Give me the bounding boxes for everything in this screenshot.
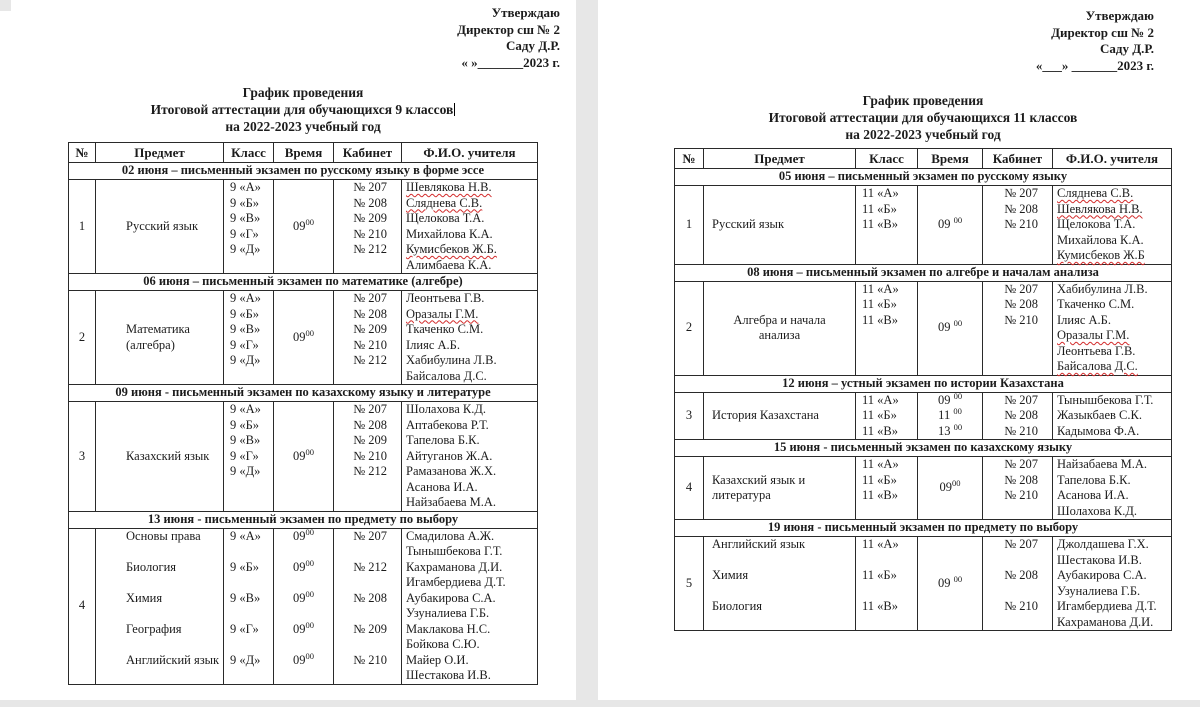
doc-title-line	[68, 101, 538, 118]
page-corner-notch	[0, 0, 11, 11]
class-line: 11 «А»	[862, 392, 899, 407]
table-row	[675, 281, 1172, 375]
cell-rooms	[334, 402, 402, 512]
table-row	[69, 180, 538, 274]
cell-subject	[704, 537, 856, 631]
subject-line: География	[126, 621, 182, 636]
schedule-table-grade-11	[674, 148, 1172, 631]
cell-subject	[96, 402, 224, 512]
teacher-name: Шевлякова Н.В.	[1057, 201, 1143, 216]
doc-title	[674, 92, 1172, 143]
doc-title-line: График проведения	[862, 93, 984, 108]
room-line: № 210	[353, 652, 387, 667]
class-line: 9 «Г»	[230, 337, 259, 352]
class-line: 11 «А»	[862, 186, 899, 200]
subject-line: Алгебра и начала	[733, 312, 826, 327]
class-line: 11 «Б»	[862, 472, 897, 487]
subject-line: Русский язык	[126, 218, 199, 233]
approval-line: « »_______2023 г.	[461, 54, 560, 70]
teacher-name: Кадымова Ф.А.	[1057, 423, 1140, 438]
room-line: № 210	[1004, 423, 1038, 438]
cell-classes	[224, 180, 274, 274]
teacher-name: Жазыкбаев С.К.	[1057, 408, 1142, 422]
room-line: № 208	[1004, 297, 1038, 311]
header-class: Класс	[224, 143, 274, 163]
table-header-row	[675, 149, 1172, 169]
teacher-name: Майер О.И.	[406, 652, 469, 667]
cell-time	[918, 457, 983, 520]
header-subject: Предмет	[96, 143, 224, 163]
cell-rooms	[983, 392, 1053, 440]
teacher-name: Байсалова Д.С.	[406, 368, 487, 383]
cell-num: 1	[69, 180, 96, 274]
header-time: Время	[918, 149, 983, 169]
time-value: 11 $^{00}$	[938, 405, 962, 422]
room-line: № 207	[353, 291, 387, 305]
section-title: 02 июня – письменный экзамен по русскому языку в форме эссе	[69, 163, 538, 180]
approval-line: Саду Д.Р.	[1100, 41, 1154, 56]
cell-classes	[856, 457, 918, 520]
class-line: 11 «В»	[862, 599, 898, 613]
subject-line: Химия	[712, 568, 749, 582]
teacher-name: Михайлова К.А.	[406, 226, 493, 241]
header-teacher: Ф.И.О. учителя	[402, 143, 538, 163]
teacher-name: Асанова И.А.	[1057, 488, 1129, 502]
cell-num: 2	[69, 291, 96, 385]
room-line: № 209	[353, 433, 387, 447]
room-line: № 210	[353, 337, 387, 352]
section-row	[675, 520, 1172, 537]
cell-rooms	[983, 537, 1053, 631]
teacher-name: Игамбердиева Д.Т.	[1057, 599, 1157, 613]
teacher-name: Алимбаева К.А.	[406, 257, 492, 272]
teacher-name: Тынышбекова Г.Т.	[406, 544, 503, 558]
header-num: №	[675, 149, 704, 169]
header-class: Класс	[856, 149, 918, 169]
cell-time	[918, 186, 983, 265]
section-title: 19 июня - письменный экзамен по предмету по выбору	[675, 520, 1172, 537]
room-line: № 210	[353, 226, 387, 241]
cell-subject	[704, 281, 856, 375]
teacher-name: Кумисбеков Ж.Б.	[406, 242, 497, 256]
room-line: № 208	[353, 306, 387, 321]
approval-line: «___» _______2023 г.	[1035, 57, 1154, 73]
subject-line: Казахский язык	[126, 448, 210, 463]
section-title: 12 июня – устный экзамен по истории Казахстана	[675, 375, 1172, 392]
doc-title-line: График проведения	[242, 85, 364, 100]
room-line: № 212	[353, 464, 387, 478]
section-title: 05 июня – письменный экзамен по русскому языку	[675, 169, 1172, 186]
section-row	[69, 274, 538, 291]
teacher-name: Сляднева С.В.	[406, 195, 483, 210]
cell-classes	[856, 281, 918, 375]
teacher-name: Ілияс А.Б.	[406, 337, 460, 352]
teacher-name: Михайлова К.А.	[1057, 232, 1144, 247]
cell-classes	[224, 402, 274, 512]
cell-num: 1	[675, 186, 704, 265]
class-line: 11 «Б»	[862, 297, 897, 311]
subject-line: История Казахстана	[712, 408, 819, 422]
time-value: $09^{00}$	[293, 446, 314, 463]
time-value: 09 $^{00}$	[937, 573, 963, 590]
approval-block	[1036, 8, 1154, 74]
header-subject: Предмет	[704, 149, 856, 169]
subject-line: Русский язык	[712, 217, 785, 231]
cell-classes	[224, 291, 274, 385]
time-value: $09^{00}$	[939, 478, 961, 495]
table-row	[69, 402, 538, 512]
header-room: Кабинет	[983, 149, 1053, 169]
teacher-name: Щелокова Т.А.	[1057, 217, 1136, 231]
cell-subject	[704, 186, 856, 265]
cell-num: 5	[675, 537, 704, 631]
teacher-name: Шевлякова Н.В.	[406, 180, 492, 194]
time-value: 09 $^{00}$	[937, 318, 963, 335]
time-value: $09^{00}$	[293, 621, 314, 636]
section-row	[69, 163, 538, 180]
cell-time	[274, 291, 334, 385]
table-header-row	[69, 143, 538, 163]
teacher-name: Асанова И.А.	[406, 479, 478, 494]
cell-teachers	[1053, 537, 1172, 631]
class-line: 9 «Б»	[230, 306, 260, 321]
cell-num: 3	[675, 392, 704, 440]
class-line: 9 «А»	[230, 528, 261, 543]
cell-subject	[704, 392, 856, 440]
section-row	[675, 169, 1172, 186]
room-line: № 207	[1004, 392, 1038, 407]
cell-teachers	[1053, 392, 1172, 440]
time-value: 09 $^{00}$	[937, 390, 963, 407]
class-line: 9 «В»	[230, 590, 261, 605]
room-line: № 209	[353, 211, 387, 225]
time-value: $09^{00}$	[293, 528, 314, 543]
cell-time	[274, 402, 334, 512]
schedule-table-grade-9	[68, 142, 538, 685]
cell-teachers	[1053, 281, 1172, 375]
class-line: 9 «А»	[230, 180, 261, 194]
subject-line: Казахский язык и	[712, 472, 806, 487]
subject-line: Биология	[126, 559, 177, 574]
approval-line: Директор сш № 2	[457, 21, 560, 37]
room-line: № 207	[1004, 537, 1038, 551]
approval-line: Директор сш № 2	[1051, 24, 1154, 40]
table-row	[69, 528, 538, 684]
cell-teachers	[402, 291, 538, 385]
class-line: 11 «В»	[862, 312, 898, 327]
cell-time	[918, 392, 983, 440]
teacher-name: Бойкова С.Ю.	[406, 637, 480, 651]
class-line: 9 «Б»	[230, 195, 260, 210]
room-line: № 207	[1004, 186, 1038, 200]
time-value: $09^{00}$	[293, 590, 314, 605]
cell-rooms	[983, 457, 1053, 520]
teacher-name: Ткаченко С.М.	[406, 322, 484, 336]
time-value: $09^{00}$	[293, 327, 314, 344]
room-line: № 209	[353, 621, 387, 636]
cell-subject	[704, 457, 856, 520]
section-title: 15 июня - письменный экзамен по казахскому языку	[675, 440, 1172, 457]
cell-classes	[856, 186, 918, 265]
section-row	[675, 440, 1172, 457]
cell-subject	[96, 291, 224, 385]
class-line: 11 «А»	[862, 281, 899, 296]
subject-line: Математика	[126, 322, 190, 336]
room-line: № 207	[353, 402, 387, 416]
cell-time	[918, 281, 983, 375]
room-line: № 207	[1004, 457, 1038, 471]
room-line: № 208	[1004, 568, 1038, 582]
doc-title-line: на 2022-2023 учебный год	[845, 127, 1001, 142]
cell-classes	[856, 392, 918, 440]
teacher-name: Аубакирова С.А.	[1057, 568, 1147, 582]
teacher-name: Кумисбеков Ж.Б	[1057, 248, 1145, 262]
cell-rooms	[983, 186, 1053, 265]
cell-num: 3	[69, 402, 96, 512]
document-page-1[interactable]	[0, 0, 576, 700]
teacher-name: Щелокова Т.А.	[406, 211, 485, 225]
subject-line: Химия	[126, 590, 163, 605]
class-line: 11 «А»	[862, 457, 899, 471]
room-line: № 209	[353, 322, 387, 336]
section-title: 09 июня - письменный экзамен по казахскому языку и литературе	[69, 385, 538, 402]
class-line: 11 «Б»	[862, 408, 897, 422]
teacher-name: Ілияс А.Б.	[1057, 312, 1111, 327]
room-line: № 210	[1004, 488, 1038, 502]
cell-rooms	[983, 281, 1053, 375]
table-row	[675, 186, 1172, 265]
time-value: $09^{00}$	[293, 559, 314, 574]
teacher-name: Игамбердиева Д.Т.	[406, 575, 506, 589]
cell-time	[918, 537, 983, 631]
approval-line: Утверждаю	[1085, 8, 1154, 23]
subject-line: Английский язык	[126, 652, 220, 667]
room-line: № 207	[1004, 281, 1038, 296]
section-row	[675, 375, 1172, 392]
class-line: 9 «Б»	[230, 417, 260, 432]
cell-time	[274, 528, 334, 684]
class-line: 11 «А»	[862, 537, 899, 551]
time-value: 09 $^{00}$	[937, 214, 963, 231]
teacher-name: Кахраманова Д.И.	[406, 559, 503, 574]
room-line: № 207	[353, 180, 387, 194]
teacher-name: Смадилова А.Ж.	[406, 528, 495, 543]
cell-num: 2	[675, 281, 704, 375]
approval-block	[457, 5, 560, 71]
teacher-name: Джолдашева Г.Х.	[1057, 537, 1149, 551]
teacher-name: Аубакирова С.А.	[406, 590, 496, 605]
teacher-name: Леонтьева Г.В.	[406, 291, 485, 305]
teacher-name: Узуналиева Г.Б.	[1057, 583, 1141, 598]
cell-classes	[856, 537, 918, 631]
cell-subject	[96, 528, 224, 684]
section-title: 13 июня - письменный экзамен по предмету по выбору	[69, 511, 538, 528]
table-row	[675, 392, 1172, 440]
class-line: 9 «Д»	[230, 353, 261, 367]
room-line: № 210	[1004, 217, 1038, 231]
class-line: 9 «Г»	[230, 621, 259, 636]
cell-subject	[96, 180, 224, 274]
teacher-name: Леонтьева Г.В.	[1057, 343, 1136, 358]
room-line: № 207	[353, 528, 387, 543]
section-row	[69, 511, 538, 528]
teacher-name: Хабибулина Л.В.	[406, 353, 497, 367]
subject-line: Основы права	[126, 528, 201, 543]
section-title: 08 июня – письменный экзамен по алгебре и началам анализа	[675, 264, 1172, 281]
doc-title-text: Итоговой аттестации для обучающихся 9 классов	[150, 102, 454, 117]
teacher-name: Шолахова К.Д.	[1057, 503, 1138, 518]
teacher-name: Тапелова Б.К.	[1057, 472, 1131, 487]
document-page-2[interactable]	[598, 0, 1200, 700]
subject-line: анализа	[758, 328, 801, 342]
teacher-name: Айтуганов Ж.А.	[406, 448, 493, 463]
room-line: № 212	[353, 353, 387, 367]
subject-line: Английский язык	[712, 537, 806, 551]
teacher-name: Кахраманова Д.И.	[1057, 614, 1154, 629]
class-line: 9 «В»	[230, 211, 261, 225]
cell-classes	[224, 528, 274, 684]
class-line: 9 «Г»	[230, 448, 259, 463]
room-line: № 208	[1004, 472, 1038, 487]
approval-line: Саду Д.Р.	[506, 38, 560, 53]
doc-title	[68, 84, 538, 135]
cell-rooms	[334, 180, 402, 274]
cell-rooms	[334, 528, 402, 684]
subject-line: (алгебра)	[126, 337, 175, 352]
teacher-name: Шолахова К.Д.	[406, 402, 487, 416]
cell-num: 4	[69, 528, 96, 684]
room-line: № 208	[353, 195, 387, 210]
section-title: 06 июня – письменный экзамен по математике (алгебре)	[69, 274, 538, 291]
room-line: № 212	[353, 559, 387, 574]
doc-title-line: Итоговой аттестации для обучающихся 11 классов	[768, 110, 1078, 125]
class-line: 11 «В»	[862, 217, 898, 231]
approval-line: Утверждаю	[491, 5, 560, 20]
section-row	[69, 385, 538, 402]
cell-num: 4	[675, 457, 704, 520]
class-line: 9 «В»	[230, 433, 261, 447]
class-line: 11 «В»	[862, 423, 898, 438]
table-row	[675, 457, 1172, 520]
teacher-name: Шестакова И.В.	[1057, 552, 1142, 567]
cell-teachers	[1053, 457, 1172, 520]
doc-title-line: на 2022-2023 учебный год	[225, 119, 381, 134]
teacher-name: Шестакова И.В.	[406, 668, 491, 682]
teacher-name: Хабибулина Л.В.	[1057, 281, 1148, 296]
header-num: №	[69, 143, 96, 163]
cell-teachers	[402, 180, 538, 274]
room-line: № 208	[353, 590, 387, 605]
teacher-name: Рамазанова Ж.Х.	[406, 464, 497, 478]
teacher-name: Найзабаева М.А.	[406, 495, 497, 509]
subject-line: Биология	[712, 599, 763, 613]
teacher-name: Узуналиева Г.Б.	[406, 606, 490, 620]
table-row	[675, 537, 1172, 631]
class-line: 11 «Б»	[862, 568, 897, 582]
teacher-name: Найзабаева М.А.	[1057, 457, 1148, 471]
class-line: 9 «А»	[230, 402, 261, 416]
teacher-name: Сляднева С.В.	[1057, 186, 1134, 200]
cell-teachers	[402, 402, 538, 512]
time-value: 13 $^{00}$	[937, 421, 963, 438]
class-line: 9 «Д»	[230, 242, 261, 256]
header-room: Кабинет	[334, 143, 402, 163]
room-line: № 212	[353, 242, 387, 256]
teacher-name: Байсалова Д.С.	[1057, 359, 1138, 373]
room-line: № 210	[353, 448, 387, 463]
subject-line: литература	[712, 488, 771, 502]
cell-teachers	[402, 528, 538, 684]
class-line: 9 «В»	[230, 322, 261, 336]
header-time: Время	[274, 143, 334, 163]
cell-rooms	[334, 291, 402, 385]
teacher-name: Тынышбекова Г.Т.	[1057, 392, 1154, 407]
class-line: 11 «В»	[862, 488, 898, 502]
class-line: 9 «Д»	[230, 652, 261, 667]
room-line: № 210	[1004, 599, 1038, 613]
class-line: 9 «А»	[230, 291, 261, 305]
room-line: № 208	[353, 417, 387, 432]
header-teacher: Ф.И.О. учителя	[1053, 149, 1172, 169]
teacher-name: Маклакова Н.С.	[406, 621, 491, 636]
room-line: № 208	[1004, 408, 1038, 422]
time-value: $09^{00}$	[293, 216, 314, 233]
text-cursor	[454, 103, 455, 116]
class-line: 9 «Г»	[230, 226, 259, 241]
teacher-name: Оразалы Г.М.	[406, 306, 479, 321]
section-row	[675, 264, 1172, 281]
teacher-name: Аптабекова Р.Т.	[406, 417, 489, 432]
room-line: № 210	[1004, 312, 1038, 327]
table-row	[69, 291, 538, 385]
room-line: № 208	[1004, 201, 1038, 216]
class-line: 9 «Б»	[230, 559, 260, 574]
cell-time	[274, 180, 334, 274]
teacher-name: Тапелова Б.К.	[406, 433, 480, 447]
teacher-name: Ткаченко С.М.	[1057, 297, 1135, 311]
cell-teachers	[1053, 186, 1172, 265]
teacher-name: Оразалы Г.М.	[1057, 328, 1130, 342]
time-value: $09^{00}$	[293, 652, 314, 667]
class-line: 11 «Б»	[862, 201, 897, 216]
class-line: 9 «Д»	[230, 464, 261, 478]
